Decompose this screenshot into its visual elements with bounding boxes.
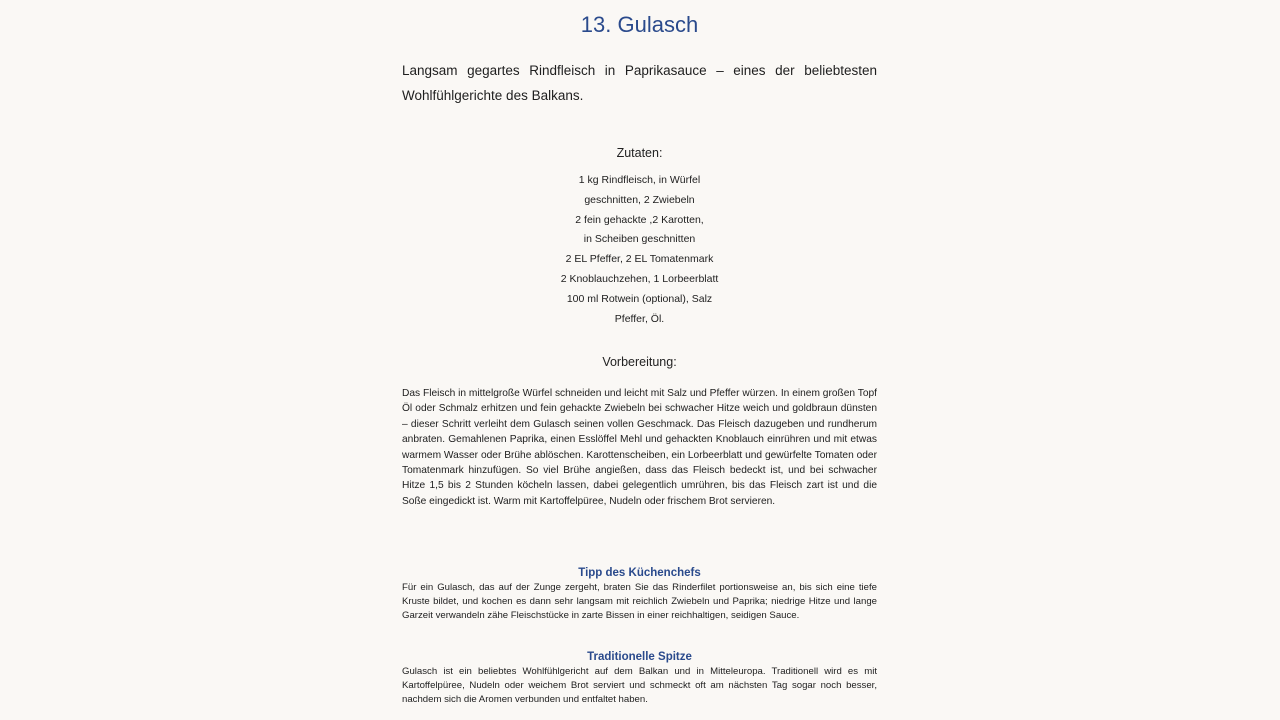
preparation-text: Das Fleisch in mittelgroße Würfel schneiden und leicht mit Salz und Pfeffer würzen. In einem großen Topf Öl oder Schmalz erhitzen und fein gehackte Zwiebeln bei schwacher Hitze weich und goldbraun dünsten – dieser Schritt verleiht dem Gulasch seinen vollen Geschmack. Das Fleisch dazugeben und rundherum anbraten. Gemahlenen Paprika, einen Esslöffel Mehl und gehackten Knoblauch einrühren und mit etwas warmem Wasser oder Brühe ablöschen. Karottenscheiben, ein Lorbeerblatt und gewürfelte Tomaten oder Tomatenmark hinzufügen. So viel Brühe angießen, dass das Fleisch bedeckt ist, und bei schwacher Hitze 1,5 bis 2 Stunden köcheln lassen, dabei gelegentlich umrühren, bis das Fleisch zart ist und die Soße eingedickt ist. Warm mit Kartoffelpüree, Nudeln oder frischem Brot servieren. xyxy=(402,388,877,507)
chef-tip-text: Für ein Gulasch, das auf der Zunge zergeht, braten Sie das Rinderfilet portionsweise an, bis sich eine tiefe Kruste bildet, und kochen es dann sehr langsam mit reichlich Zwiebeln und Paprika; niedrige Hitze und lange Garzeit verwandeln zähe Fleischstücke in zarte Bissen in einer reichhaltigen, seidigen Sauce. xyxy=(402,582,877,622)
page-title: 13. Gulasch xyxy=(580,12,699,37)
ingredients-heading: Zutaten: xyxy=(616,146,663,160)
ingredients-list xyxy=(402,171,877,329)
ingredient-line: Pfeffer, Öl. xyxy=(614,312,665,325)
tradition-heading: Traditionelle Spitze xyxy=(587,651,692,663)
tradition-text: Gulasch ist ein beliebtes Wohlfühlgericht auf dem Balkan und in Mitteleuropa. Traditionell wird es mit Kartoffelpüree, Nudeln oder weichem Brot serviert und schmeckt oft am nächsten Tag sogar noch besser, nachdem sich die Aromen verbunden und entfaltet haben. xyxy=(402,666,877,706)
chef-tip-heading: Tipp des Küchenchefs xyxy=(578,567,701,579)
ingredient-line: geschnitten, 2 Zwiebeln xyxy=(584,193,695,206)
ingredient-line: 100 ml Rotwein (optional), Salz xyxy=(566,292,713,305)
recipe-intro: Langsam gegartes Rindfleisch in Paprikasauce – eines der beliebtesten Wohlfühlgerichte des Balkans. xyxy=(402,63,877,103)
ingredient-line: 2 Knoblauchzehen, 1 Lorbeerblatt xyxy=(560,272,719,285)
ingredient-line: 1 kg Rindfleisch, in Würfel xyxy=(578,174,701,186)
preparation-heading: Vorbereitung: xyxy=(602,355,677,369)
ingredient-line: in Scheiben geschnitten xyxy=(583,233,696,246)
ingredient-line: 2 fein gehackte ,2 Karotten, xyxy=(575,213,704,226)
ingredient-line: 2 EL Pfeffer, 2 EL Tomatenmark xyxy=(565,253,714,266)
